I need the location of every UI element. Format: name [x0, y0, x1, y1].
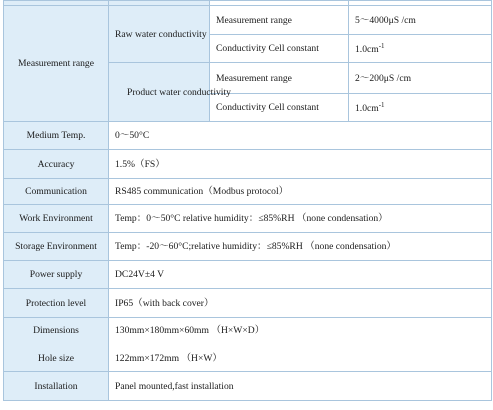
raw-range-value: 5～4000μS /cm: [349, 6, 492, 35]
medium-temp-label: Medium Temp.: [4, 122, 109, 150]
product-cell-exponent: -1: [378, 101, 385, 110]
work-env-label: Work Environment: [4, 205, 109, 233]
table-row-protection: [4, 289, 492, 318]
table-row-communication: [4, 179, 492, 205]
table-row-storage-env: [4, 233, 492, 261]
medium-temp-value: 0～50°C: [109, 122, 492, 150]
table-row-accuracy: [4, 150, 492, 179]
work-env-value: Temp：0～50°C relative humidity：≤85%RH （none condensation）: [109, 205, 492, 233]
hole-size-value: 122mm×172mm （H×W）: [115, 353, 223, 364]
raw-cell-exponent: -1: [378, 42, 385, 51]
raw-range-label: Measurement range: [210, 6, 349, 35]
dimensions-hole-values: [109, 318, 492, 372]
spec-table: [3, 0, 492, 401]
table-row-medium-temp: [4, 122, 492, 150]
table-row-power-supply: [4, 261, 492, 289]
table-row-raw-range: [4, 6, 492, 35]
storage-env-label: Storage Environment: [4, 233, 109, 261]
measurement-range-label: Measurement range: [4, 6, 109, 122]
product-cell-value: [349, 94, 492, 122]
table-row-installation: [4, 372, 492, 401]
power-supply-label: Power supply: [4, 261, 109, 289]
raw-cell-label: Conductivity Cell constant: [210, 35, 349, 63]
accuracy-value: 1.5%（FS）: [109, 150, 492, 179]
protection-label: Protection level: [4, 289, 109, 318]
product-range-label: Measurement range: [210, 63, 349, 94]
communication-label: Communication: [4, 179, 109, 205]
accuracy-label: Accuracy: [4, 150, 109, 179]
dimensions-value: 130mm×180mm×60mm （H×W×D）: [115, 325, 265, 336]
product-water-label: Product water conductivity: [109, 63, 210, 122]
table-row-dimensions-hole: [4, 318, 492, 372]
product-cell-value-text: 1.0cm: [355, 103, 379, 115]
storage-env-value: Temp：-20～60°C;relative humidity：≤85%RH （none condensation）: [109, 233, 492, 261]
raw-cell-value-text: 1.0cm: [355, 44, 379, 56]
dimensions-hole-labels: [4, 318, 109, 372]
installation-value: Panel mounted,fast installation: [109, 372, 492, 401]
table-row-work-env: [4, 205, 492, 233]
product-range-value: 2～200μS /cm: [349, 63, 492, 94]
installation-label: Installation: [4, 372, 109, 401]
product-cell-label: Conductivity Cell constant: [210, 94, 349, 122]
raw-water-label: Raw water conductivity: [109, 6, 210, 63]
communication-value: RS485 communication（Modbus protocol）: [109, 179, 492, 205]
power-supply-value: DC24V±4 V: [109, 261, 492, 289]
raw-cell-value: [349, 35, 492, 63]
hole-size-label: Hole size: [38, 353, 74, 364]
protection-value: IP65（with back cover）: [109, 289, 492, 318]
dimensions-label: Dimensions: [33, 325, 79, 336]
